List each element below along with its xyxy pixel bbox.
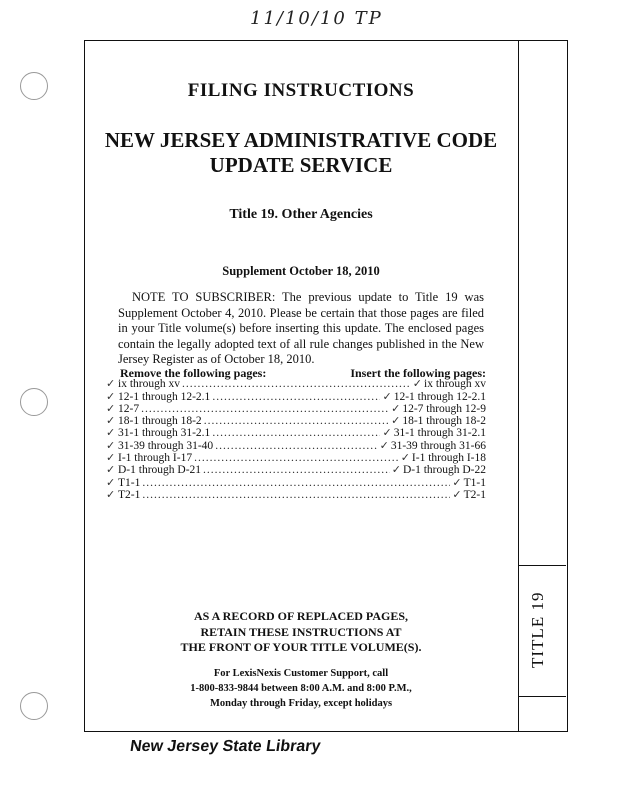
table-row [106, 476, 486, 488]
supplement-heading: Supplement October 18, 2010 [222, 264, 380, 278]
table-row [106, 378, 486, 390]
insert-cell: T1-1 [463, 476, 486, 489]
insert-pages-header: Insert the following pages: [350, 366, 486, 380]
checkmark-icon: ✓ [391, 415, 401, 428]
table-row [106, 415, 486, 427]
checkmark-icon: ✓ [400, 452, 410, 465]
leader-dots [194, 452, 399, 464]
subscriber-note [118, 290, 484, 368]
subtitle-line-1: NEW JERSEY ADMINISTRATIVE CODE [104, 128, 498, 152]
library-stamp: New Jersey State Library [128, 738, 322, 755]
checkmark-icon: ✓ [382, 390, 392, 403]
leader-dots [215, 440, 377, 452]
support-line-1: For LexisNexis Customer Support, call [213, 668, 389, 679]
support-line-3: Monday through Friday, except holidays [209, 698, 393, 709]
table-row [106, 439, 486, 451]
remove-cell: 31-39 through 31-40 [118, 439, 214, 452]
handwritten-date-note: 11/10/10 TP [250, 8, 383, 29]
binder-hole-top [20, 72, 48, 100]
checkmark-icon: ✓ [106, 464, 116, 477]
remove-cell: D-1 through D-21 [118, 464, 202, 477]
record-notice [84, 609, 518, 656]
subscriber-note-text: NOTE TO SUBSCRIBER: The previous update to Title 19 was Supplement October 4, 2010. Please be certain that those pages are filed in your Title volume(s) before inserting this update. The enclosed pages contain the legally adopted text of all rule changes published in the New Jersey Register as of October 18, 2010. [118, 290, 484, 366]
binder-hole-bottom [20, 692, 48, 720]
side-tab-label: TITLE 19 [528, 591, 547, 669]
remove-cell: 12-7 [118, 402, 140, 415]
support-line-2: 1-800-833-9844 between 8:00 A.M. and 8:00 P.M., [190, 683, 412, 694]
checkmark-icon: ✓ [106, 452, 116, 465]
customer-support-notice [84, 666, 518, 711]
page-title: FILING INSTRUCTIONS [187, 80, 415, 101]
leader-dots [203, 464, 390, 476]
leader-dots [141, 403, 389, 415]
checkmark-icon: ✓ [106, 390, 116, 403]
table-row [106, 452, 486, 464]
leader-dots [142, 489, 450, 501]
insert-cell: 31-39 through 31-66 [390, 439, 486, 452]
insert-cell: 18-1 through 18-2 [402, 415, 486, 428]
table-row [106, 403, 486, 415]
checkmark-icon: ✓ [106, 427, 116, 440]
leader-dots [182, 378, 411, 390]
record-line-1: AS A RECORD OF REPLACED PAGES, [193, 609, 409, 623]
leader-dots [204, 415, 389, 427]
checkmark-icon: ✓ [391, 402, 401, 415]
leader-dots [142, 477, 450, 489]
checkmark-icon: ✓ [106, 476, 116, 489]
remove-cell: 31-1 through 31-2.1 [118, 427, 211, 440]
table-row [106, 489, 486, 501]
remove-cell: T2-1 [118, 488, 141, 501]
remove-cell: 12-1 through 12-2.1 [118, 390, 211, 403]
remove-pages-header: Remove the following pages: [120, 366, 267, 380]
remove-cell: ix through xv [118, 378, 180, 391]
checkmark-icon: ✓ [452, 476, 462, 489]
record-line-3: THE FRONT OF YOUR TITLE VOLUME(S). [180, 640, 422, 654]
subtitle-line-2: UPDATE SERVICE [209, 153, 393, 177]
leader-dots [212, 427, 380, 439]
checkmark-icon: ✓ [106, 488, 116, 501]
title-section-heading: Title 19. Other Agencies [229, 207, 373, 222]
remove-cell: 18-1 through 18-2 [118, 415, 202, 428]
table-row [106, 427, 486, 439]
table-row [106, 464, 486, 476]
remove-cell: I-1 through I-17 [118, 452, 193, 465]
remove-cell: T1-1 [118, 476, 141, 489]
insert-cell: I-1 through I-18 [411, 452, 486, 465]
insert-cell: 31-1 through 31-2.1 [393, 427, 486, 440]
insert-cell: ix through xv [424, 378, 486, 391]
insert-cell: 12-1 through 12-2.1 [393, 390, 486, 403]
checkmark-icon: ✓ [412, 378, 423, 391]
checkmark-icon: ✓ [382, 427, 392, 440]
checkmark-icon: ✓ [391, 464, 401, 477]
checkmark-icon: ✓ [452, 488, 462, 501]
checkmark-icon: ✓ [106, 415, 116, 428]
insert-cell: 12-7 through 12-9 [402, 402, 486, 415]
document-subtitle [84, 128, 518, 178]
checkmark-icon: ✓ [106, 378, 116, 391]
page-table [106, 378, 486, 501]
checkmark-icon: ✓ [379, 439, 389, 452]
checkmark-icon: ✓ [106, 402, 116, 415]
checkmark-icon: ✓ [106, 439, 116, 452]
record-line-2: RETAIN THESE INSTRUCTIONS AT [200, 624, 402, 639]
binder-hole-middle [20, 388, 48, 416]
table-row [106, 390, 486, 402]
insert-cell: D-1 through D-22 [402, 464, 486, 477]
insert-cell: T2-1 [463, 488, 486, 501]
leader-dots [212, 391, 380, 403]
